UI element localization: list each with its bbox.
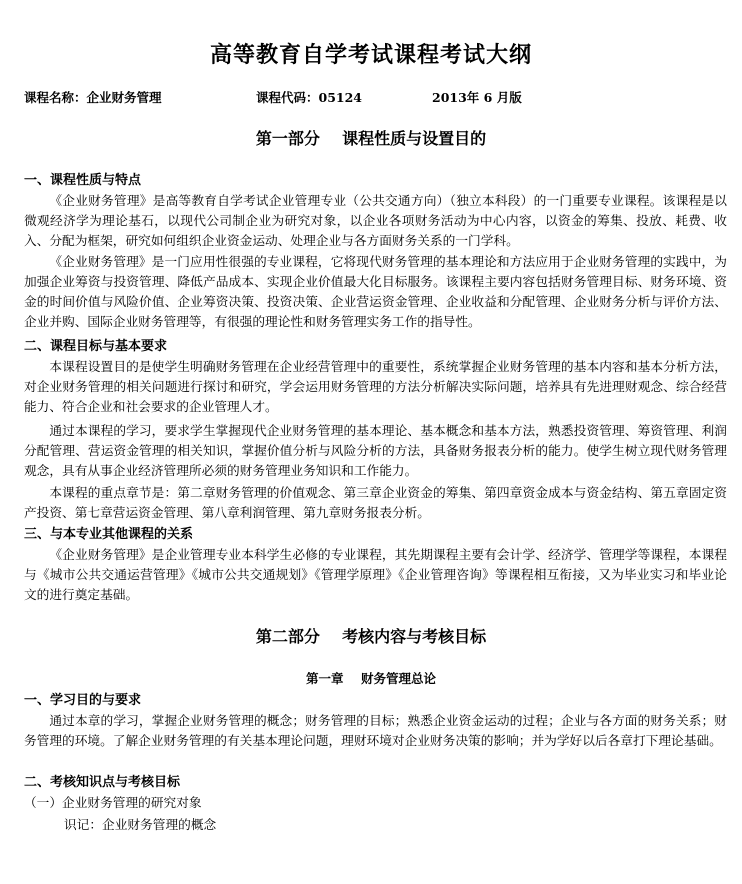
course-code: 课程代码：05124 xyxy=(256,90,362,105)
section-heading-objectives: 二、课程目标与基本要求 xyxy=(24,339,168,354)
paragraph-objectives-1: 本课程设置目的是使学生明确财务管理在企业经营管理中的重要性，系统掌握企业财务管理的基本内容和基本分析方法，对企业财务管理的相关问题进行探讨和研究，学会运用财务管理的方法分析解决实际问题，培养具有先进理财观念、综合经营能力、符合企业和社会要求的企业管理人才。 xyxy=(24,359,727,414)
paragraph-nature-2: 《企业财务管理》是一门应用性很强的专业课程，它将现代财务管理的基本理论和方法应用于企业财务管理的实践中，为加强企业筹资与投资管理、降低产品成本、实现企业价值最大化目标服务。该课程主要内容包括财务管理目标、财务环境、资金的时间价值与风险价值、企业筹资决策、投资决策、企业营运资金管理、企业收益和分配管理、企业财务分析与评价方法、企业并购、国际企业财务管理等，有很强的理论性和财务管理实务工作的指导性。 xyxy=(24,254,727,329)
paragraph-objectives-3: 本课程的重点章节是：第二章财务管理的价值观念、第三章企业资金的筹集、第四章资金成本与资金结构、第五章固定资产投资、第七章营运资金管理、第八章利润管理、第九章财务报表分析。 xyxy=(24,485,727,520)
section-heading-relations: 三、与本专业其他课程的关系 xyxy=(24,527,194,542)
part1-title: 第一部分 课程性质与设置目的 xyxy=(255,129,487,148)
paragraph-objectives-2: 通过本课程的学习，要求学生掌握现代企业财务管理的基本理论、基本概念和基本方法，熟悉投资管理、筹资管理、利润分配管理、营运资金管理的相关知识，掌握价值分析与风险分析的方法，具备财务报表分析的能力。使学生树立现代财务管理观念，具有从事企业经济管理所必须的财务管理业务知识和工作能力。 xyxy=(24,423,727,478)
list-subitem-memorize: 识记：企业财务管理的概念 xyxy=(64,817,217,832)
document-title: 高等教育自学考试课程考试大纲 xyxy=(209,42,532,68)
edition-date: 2013年 6 月版 xyxy=(432,90,522,105)
paragraph-learning-goals-1: 通过本章的学习，掌握企业财务管理的概念；财务管理的目标；熟悉企业资金运动的过程；企业与各方面的财务关系；财务管理的环境。了解企业财务管理的有关基本理论问题，理财环境对企业财务决策的影响；并为学好以后各章打下理论基础。 xyxy=(24,713,727,748)
course-name: 课程名称：企业财务管理 xyxy=(24,90,162,105)
paragraph-relations-1: 《企业财务管理》是企业管理专业本科学生必修的专业课程，其先期课程主要有会计学、经济学、管理学等课程，本课程与《城市公共交通运营管理》《城市公共交通规划》《管理学原理》《企业管理咨询》等课程相互衔接，又为毕业实习和毕业论文的进行奠定基础。 xyxy=(24,547,727,602)
paragraph-nature-1: 《企业财务管理》是高等教育自学考试企业管理专业（公共交通方向）（独立本科段）的一门重要专业课程。该课程是以微观经济学为理论基石，以现代公司制企业为研究对象，以企业各项财务活动为中心内容，以资金的筹集、投放、耗费、收入、分配为框架，研究如何组织企业资金运动、处理企业与各方面财务关系的一门学科。 xyxy=(24,193,727,248)
chapter1-title: 第一章 财务管理总论 xyxy=(306,671,436,686)
list-item-research-object: （一）企业财务管理的研究对象 xyxy=(24,795,202,810)
section-heading-exam-points: 二、考核知识点与考核目标 xyxy=(24,775,181,790)
part2-title: 第二部分 考核内容与考核目标 xyxy=(255,627,487,646)
section-heading-nature: 一、课程性质与特点 xyxy=(24,173,142,188)
section-heading-learning-goals: 一、学习目的与要求 xyxy=(24,693,142,708)
